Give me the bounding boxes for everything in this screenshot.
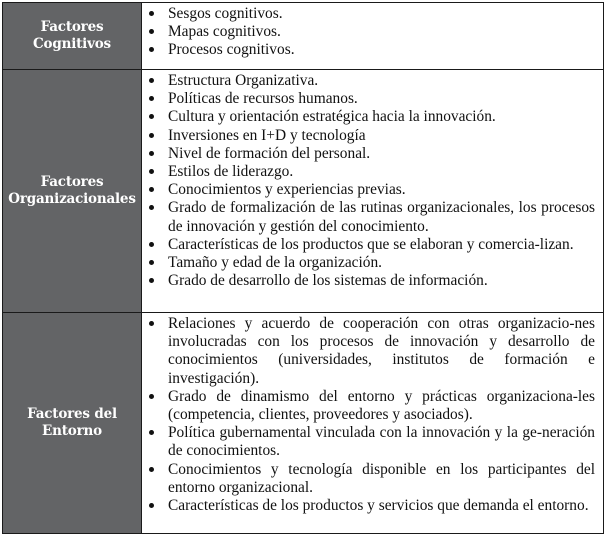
list-item [148,181,595,199]
table-row-entorno [3,312,603,533]
list-item-text: Estilos de liderazgo. [168,163,294,181]
list-item-text: Conocimientos y experiencias previas. [168,181,406,199]
bullet-icon [149,430,154,435]
bullet-icon [149,151,154,156]
bullet-icon [149,78,154,83]
list-item [148,41,595,59]
bullet-icon [149,96,154,101]
list-item-text: Sesgos cognitivos. [168,5,283,22]
bullet-list [148,315,595,515]
category-label-line: Organizacionales [8,191,136,207]
list-item-text: Tamaño y edad de la organización. [168,254,383,272]
list-item [148,272,595,290]
list-item [148,497,595,515]
list-item [148,127,595,145]
list-item-text: Grado de dinamismo del entorno y prácticas organizaciona-les (competencia, clientes, proveedores y asociados). [168,387,595,424]
table-row-cognitivos [3,3,603,69]
list-item-text: Grado de desarrollo de los sistemas de información. [168,272,488,290]
list-item-text: Características de los productos y servicios que demanda el entorno. [168,497,589,515]
category-label-line: Entorno [42,423,102,439]
list-item [148,5,595,23]
list-item [148,199,595,235]
bullet-icon [149,503,154,508]
category-label-line: Cognitivos [33,36,111,52]
category-cell-cognitivos [3,3,142,69]
bullet-icon [149,114,154,119]
list-item-text: Inversiones en I+D y tecnología [168,126,366,144]
bullet-icon [149,260,154,265]
list-item [148,90,595,108]
table-row-organizacionales [3,69,603,312]
list-item [148,424,595,460]
list-item [148,236,595,254]
bullet-icon [149,321,154,326]
category-cell-entorno [3,313,142,533]
list-item-text: Conocimientos y tecnología disponible en los participantes del entorno organizacional. [168,460,595,496]
list-item [148,254,595,272]
bullet-icon [149,394,154,399]
bullet-icon [149,187,154,192]
list-item-text: Políticas de recursos humanos. [168,90,358,108]
items-cell-cognitivos [142,3,603,69]
items-cell-organizacionales [142,70,603,312]
category-label-line: Factores [40,174,104,190]
category-cell-organizacionales [3,70,142,312]
bullet-icon [149,278,154,283]
bullet-icon [149,133,154,138]
bullet-icon [149,169,154,174]
bullet-icon [149,467,154,472]
list-item [148,23,595,41]
list-item [148,388,595,424]
category-label-line: Factores [40,19,104,35]
bullet-icon [149,242,154,247]
list-item [148,108,595,126]
list-item [148,461,595,497]
factors-table [2,2,604,534]
bullet-icon [149,29,154,34]
list-item [148,145,595,163]
bullet-icon [149,205,154,210]
bullet-list [148,5,595,60]
items-cell-entorno [142,313,603,533]
list-item-text: Mapas cognitivos. [168,23,281,41]
list-item-text: Procesos cognitivos. [168,41,295,59]
bullet-icon [149,47,154,52]
list-item [148,72,595,90]
list-item-text: Nivel de formación del personal. [168,144,371,162]
list-item-text: Características de los productos que se elaboran y comercia-lizan. [168,235,574,253]
bullet-icon [149,11,154,16]
list-item-text: Política gubernamental vinculada con la innovación y la ge-neración de conocimientos. [168,424,595,460]
category-label-line: Factores del [27,406,117,422]
list-item-text: Cultura y orientación estratégica hacia la innovación. [168,108,496,126]
list-item [148,163,595,181]
list-item-text: Estructura Organizativa. [168,72,319,89]
list-item [148,315,595,388]
bullet-list [148,72,595,290]
list-item-text: Grado de formalización de las rutinas organizacionales, los procesos de innovación y gestión del conocimiento. [168,199,595,235]
list-item-text: Relaciones y acuerdo de cooperación con otras organizacio-nes involucradas con los procesos de innovación y desarrollo de conocimientos (universidades, institutos de formación e investigación). [168,315,595,387]
